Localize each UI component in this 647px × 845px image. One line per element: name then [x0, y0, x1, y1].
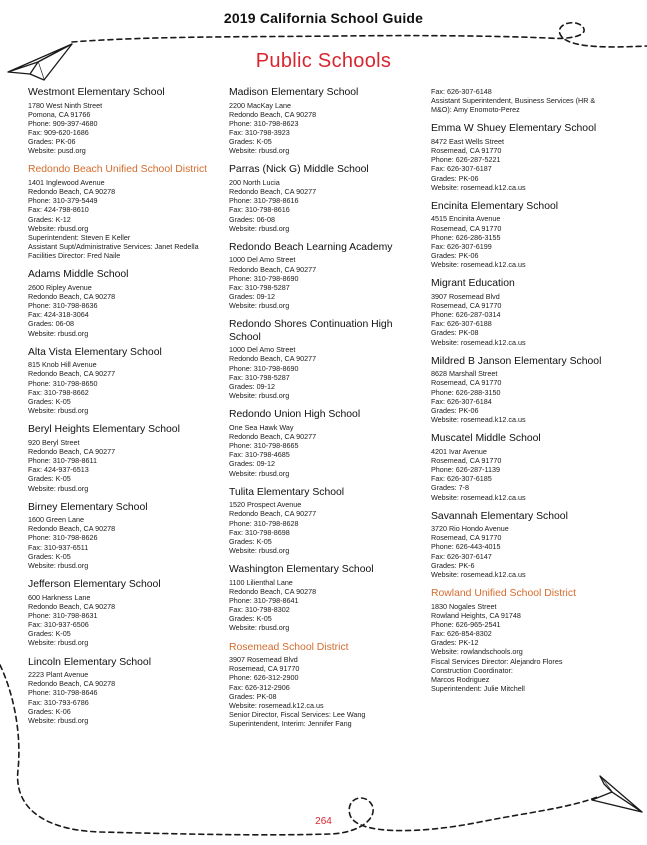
school-name: Encinita Elementary School: [431, 200, 559, 212]
entry-detail-line: Phone: 310-798-8616: [229, 196, 299, 206]
entry-detail-line: Phone: 310-798-8626: [28, 533, 98, 543]
entry-detail-line: Rosemead, CA 91770: [431, 223, 502, 233]
entry-detail-line: Website: rbusd.org: [229, 391, 290, 401]
entry-detail-line: Redondo Beach, CA 90277: [229, 431, 317, 441]
school-name: Redondo Union High School: [229, 409, 361, 421]
listing-column-1: [28, 87, 220, 734]
school-name: Lincoln Elementary School: [28, 656, 152, 668]
entry-detail-line: Phone: 626-443-4015: [431, 542, 501, 552]
entry-detail-line: 920 Beryl Street: [28, 437, 80, 447]
listing-column-3: [431, 87, 623, 702]
school-name: Madison Elementary School: [229, 87, 359, 98]
entry-detail-line: Grades: 09-12: [229, 381, 275, 391]
entry-detail-line: Rosemead, CA 91770: [431, 455, 502, 465]
entry-detail-line: Grades: 06-08: [28, 319, 74, 329]
entry-detail-line: 600 Harkness Lane: [28, 592, 91, 602]
entry-detail-line: Website: rosemead.k12.ca.us: [431, 569, 526, 579]
entry-detail-line: Phone: 310-798-8690: [229, 363, 299, 373]
school-entry: [229, 319, 421, 400]
entry-detail-line: Fax: 424-798-8610: [28, 205, 89, 215]
entry-detail-line: Rosemead, CA 91770: [431, 378, 502, 388]
school-entry: [28, 424, 220, 492]
entry-detail-line: Fax: 310-793-6786: [28, 697, 89, 707]
paper-plane-bottom-right-icon: [592, 776, 642, 812]
entry-detail-line: Grades: PK-06: [431, 251, 479, 261]
school-name: Parras (Nick G) Middle School: [229, 164, 369, 176]
entry-detail-line: Grades: K-05: [229, 536, 272, 546]
entry-detail-line: Fax: 626-307-6147: [431, 551, 492, 561]
entry-detail-line: Redondo Beach, CA 90278: [28, 524, 116, 534]
district-entry: [431, 588, 623, 693]
entry-detail-line: 8472 East Wells Street: [431, 136, 504, 146]
school-name: Mildred B Janson Elementary School: [431, 355, 602, 367]
entry-detail-line: Grades: PK-06: [28, 137, 76, 147]
entry-detail-line: Facilities Director: Fred Naile: [28, 251, 121, 261]
entry-detail-line: Marcos Rodriguez: [431, 674, 490, 684]
school-name: Beryl Heights Elementary School: [28, 424, 180, 436]
entry-detail-line: Assistant Superintendent, Business Services (HR &: [431, 96, 596, 106]
entry-detail-line: Grades: PK-06: [431, 405, 479, 415]
entry-detail-line: Fax: 424-318-3064: [28, 310, 89, 320]
school-entry: [431, 87, 623, 114]
entry-detail-line: 1830 Nogales Street: [431, 601, 497, 611]
school-name: Alta Vista Elementary School: [28, 346, 162, 358]
entry-detail-line: Construction Coordinator:: [431, 665, 513, 675]
entry-detail-line: Fax: 626-312-2906: [229, 682, 290, 692]
entry-detail-line: 4201 Ivar Avenue: [431, 446, 487, 456]
entry-detail-line: Phone: 310-798-8611: [28, 456, 98, 466]
entry-detail-line: Grades: K-05: [28, 629, 71, 639]
entry-detail-line: Website: rosemead.k12.ca.us: [229, 700, 324, 710]
school-name: Redondo Beach Learning Academy: [229, 241, 393, 253]
entry-detail-line: Website: rosemead.k12.ca.us: [431, 492, 526, 502]
entry-detail-line: Website: pusd.org: [28, 146, 86, 156]
school-entry: [431, 278, 623, 346]
entry-detail-line: Grades: 7-8: [431, 483, 469, 493]
page-number: 264: [315, 816, 332, 827]
entry-detail-line: Redondo Beach, CA 90278: [229, 109, 317, 119]
entry-detail-line: Phone: 310-798-8628: [229, 518, 299, 528]
school-entry: [229, 564, 421, 632]
entry-detail-line: Superintendent: Steven E Keller: [28, 232, 131, 242]
entry-detail-line: Redondo Beach, CA 90277: [229, 187, 317, 197]
entry-detail-line: Grades: PK-08: [431, 328, 479, 338]
entry-detail-line: Grades: K-06: [28, 706, 71, 716]
entry-detail-line: Redondo Beach, CA 90278: [28, 187, 116, 197]
entry-detail-line: 2200 MacKay Lane: [229, 100, 291, 110]
entry-detail-line: Grades: 09-12: [229, 459, 275, 469]
entry-detail-line: 3907 Rosemead Blvd: [431, 291, 500, 301]
entry-detail-line: Phone: 310-798-8641: [229, 595, 299, 605]
school-name: Muscatel Middle School: [431, 433, 541, 445]
entry-detail-line: Redondo Beach, CA 90277: [229, 264, 317, 274]
entry-detail-line: 1780 West Ninth Street: [28, 100, 103, 110]
entry-detail-line: Fax: 310-798-3923: [229, 127, 290, 137]
entry-detail-line: Redondo Beach, CA 90277: [229, 354, 317, 364]
school-name: Birney Elementary School: [28, 501, 148, 513]
entry-detail-line: Fax: 310-937-6506: [28, 620, 89, 630]
entry-detail-line: Phone: 310-798-8690: [229, 273, 299, 283]
entry-detail-line: Website: rosemead.k12.ca.us: [431, 260, 526, 270]
district-name: Rowland Unified School District: [431, 588, 576, 600]
school-entry: [431, 433, 623, 501]
entry-detail-line: Rosemead, CA 91770: [431, 533, 502, 543]
district-entry: [28, 164, 220, 260]
entry-detail-line: Website: rbusd.org: [28, 560, 89, 570]
entry-detail-line: Phone: 310-379-5449: [28, 196, 98, 206]
guide-title: 2019 California School Guide: [223, 10, 424, 26]
entry-detail-line: Website: rowlandschools.org: [431, 647, 523, 657]
entry-detail-line: Website: rosemead.k12.ca.us: [431, 337, 526, 347]
entry-detail-line: 1000 Del Amo Street: [229, 255, 296, 265]
entry-detail-line: Fax: 310-798-8698: [229, 527, 290, 537]
entry-detail-line: Website: rbusd.org: [28, 328, 89, 338]
entry-detail-line: M&O): Amy Enomoto-Perez: [431, 105, 520, 115]
entry-detail-line: Fiscal Services Director: Alejandro Flores: [431, 656, 563, 666]
district-entry: [229, 642, 421, 729]
entry-detail-line: Phone: 310-798-8623: [229, 118, 299, 128]
entry-detail-line: Pomona, CA 91766: [28, 109, 91, 119]
school-entry: [229, 87, 421, 155]
entry-detail-line: Phone: 626-312-2900: [229, 673, 299, 683]
school-name: Savannah Elementary School: [431, 510, 568, 522]
entry-detail-line: 2600 Ripley Avenue: [28, 282, 92, 292]
entry-detail-line: Fax: 626-307-6148: [431, 87, 492, 96]
entry-detail-line: Grades: 06-08: [229, 214, 275, 224]
entry-detail-line: 3907 Rosemead Blvd: [229, 655, 298, 665]
school-entry: [28, 502, 220, 570]
entry-detail-line: Grades: PK-12: [431, 638, 479, 648]
entry-detail-line: Rowland Heights, CA 91748: [431, 610, 521, 620]
entry-detail-line: Fax: 310-798-5287: [229, 372, 290, 382]
entry-detail-line: Phone: 909-397-4680: [28, 118, 98, 128]
entry-detail-line: Grades: K-05: [28, 551, 71, 561]
entry-detail-line: Redondo Beach, CA 90278: [229, 586, 317, 596]
entry-detail-line: Fax: 909-620-1686: [28, 127, 89, 137]
entry-detail-line: Grades: K-12: [28, 214, 71, 224]
top-dashed-path: [72, 23, 647, 47]
entry-detail-line: Website: rbusd.org: [229, 545, 290, 555]
entry-detail-line: Grades: K-05: [28, 474, 71, 484]
entry-detail-line: Redondo Beach, CA 90278: [28, 292, 116, 301]
entry-detail-line: Fax: 310-937-6511: [28, 542, 89, 552]
entry-detail-line: Fax: 310-798-8616: [229, 205, 290, 215]
entry-detail-line: Redondo Beach, CA 90277: [28, 446, 116, 456]
entry-detail-line: Fax: 310-798-5287: [229, 282, 290, 292]
entry-detail-line: Grades: K-05: [229, 137, 272, 147]
school-entry: [431, 123, 623, 191]
entry-detail-line: Phone: 626-287-0314: [431, 310, 501, 320]
entry-detail-line: 200 North Lucia: [229, 177, 280, 187]
entry-detail-line: Phone: 626-288-3150: [431, 387, 501, 397]
entry-detail-line: Website: rbusd.org: [28, 483, 89, 493]
entry-detail-line: 1520 Prospect Avenue: [229, 500, 302, 510]
school-entry: [229, 409, 421, 477]
entry-detail-line: Website: rbusd.org: [28, 223, 89, 233]
entry-detail-line: Phone: 310-798-8665: [229, 441, 299, 451]
entry-detail-line: Fax: 626-307-6184: [431, 396, 492, 406]
entry-detail-line: One Sea Hawk Way: [229, 422, 294, 432]
entry-detail-line: Phone: 626-286-3155: [431, 232, 501, 242]
entry-detail-line: Grades: 09-12: [229, 292, 275, 301]
entry-detail-line: Website: rbusd.org: [229, 623, 290, 633]
entry-detail-line: Grades: PK-6: [431, 560, 475, 570]
school-entry: [229, 487, 421, 555]
entry-detail-line: Phone: 310-798-8636: [28, 301, 98, 311]
school-entry: [28, 347, 220, 415]
entry-detail-line: Rosemead, CA 91770: [431, 146, 502, 156]
entry-detail-line: Website: rosemead.k12.ca.us: [431, 182, 526, 192]
entry-detail-line: Superintendent, Interim: Jennifer Fang: [229, 719, 352, 729]
entry-detail-line: 2223 Plant Avenue: [28, 670, 89, 680]
entry-detail-line: Grades: K-05: [28, 396, 71, 406]
entry-detail-line: Fax: 424-937-6513: [28, 465, 89, 475]
entry-detail-line: Assistant Supt/Administrative Services: Janet Redella: [28, 242, 199, 252]
entry-detail-line: Redondo Beach, CA 90277: [28, 369, 116, 379]
entry-detail-line: Fax: 626-854-8302: [431, 629, 492, 639]
entry-detail-line: Phone: 626-287-5221: [431, 155, 501, 165]
entry-detail-line: Fax: 626-307-6188: [431, 319, 492, 329]
entry-detail-line: Phone: 626-287-1139: [431, 465, 501, 475]
entry-detail-line: Rosemead, CA 91770: [431, 301, 502, 310]
entry-detail-line: Grades: PK-06: [431, 173, 479, 183]
entry-detail-line: Fax: 310-798-8662: [28, 387, 89, 397]
entry-detail-line: Phone: 310-798-8631: [28, 610, 98, 620]
school-entry: [431, 201, 623, 269]
school-entry: [28, 579, 220, 647]
entry-detail-line: Fax: 310-798-8302: [229, 605, 290, 615]
entry-detail-line: 1100 Lilienthal Lane: [229, 577, 293, 587]
entry-detail-line: Redondo Beach, CA 90278: [28, 679, 116, 689]
entry-detail-line: Rosemead, CA 91770: [229, 664, 300, 674]
entry-detail-line: 815 Knob Hill Avenue: [28, 360, 97, 370]
listing-column-2: [229, 87, 421, 737]
entry-detail-line: Website: rosemead.k12.ca.us: [431, 415, 526, 425]
entry-detail-line: 1000 Del Amo Street: [229, 345, 296, 355]
entry-detail-line: Website: rbusd.org: [229, 301, 290, 311]
entry-detail-line: Website: rbusd.org: [28, 638, 89, 648]
entry-detail-line: 4515 Encinita Avenue: [431, 214, 501, 224]
entry-detail-line: Grades: PK-08: [229, 691, 277, 701]
entry-detail-line: Website: rbusd.org: [28, 406, 89, 416]
entry-detail-line: 8628 Marshall Street: [431, 369, 498, 379]
school-name: Redondo Shores Continuation High School: [229, 319, 393, 343]
entry-detail-line: Fax: 626-307-6199: [431, 241, 492, 251]
school-name: Migrant Education: [431, 278, 515, 290]
school-entry: [431, 511, 623, 579]
school-name: Jefferson Elementary School: [28, 579, 161, 591]
school-name: Tulita Elementary School: [229, 486, 345, 498]
entry-detail-line: Website: rbusd.org: [229, 223, 290, 233]
entry-detail-line: 1401 Inglewood Avenue: [28, 177, 105, 187]
entry-detail-line: Grades: K-05: [229, 614, 272, 624]
school-name: Adams Middle School: [28, 269, 129, 281]
entry-detail-line: Redondo Beach, CA 90277: [229, 509, 317, 519]
entry-detail-line: 3720 Rio Hondo Avenue: [431, 524, 509, 534]
entry-detail-line: Fax: 626-307-6187: [431, 164, 492, 174]
entry-detail-line: Website: rbusd.org: [229, 468, 290, 478]
entry-detail-line: Senior Director, Fiscal Services: Lee Wang: [229, 710, 366, 719]
school-entry: [28, 269, 220, 337]
district-name: Redondo Beach Unified School District: [28, 164, 208, 176]
school-entry: [28, 657, 220, 725]
entry-detail-line: Website: rbusd.org: [28, 715, 89, 725]
district-name: Rosemead School District: [229, 641, 349, 653]
school-name: Emma W Shuey Elementary School: [431, 123, 597, 135]
school-name: Westmont Elementary School: [28, 87, 165, 98]
section-title: Public Schools: [255, 50, 392, 72]
entry-detail-line: Fax: 310-798-4685: [229, 450, 290, 460]
entry-detail-line: Phone: 310-798-8650: [28, 378, 98, 388]
entry-detail-line: Redondo Beach, CA 90278: [28, 601, 116, 611]
entry-detail-line: Phone: 310-798-8646: [28, 688, 98, 698]
school-name: Washington Elementary School: [229, 564, 374, 576]
entry-detail-line: Website: rbusd.org: [229, 146, 290, 156]
entry-detail-line: 1600 Green Lane: [28, 515, 84, 525]
school-entry: [28, 87, 220, 155]
school-entry: [229, 164, 421, 232]
school-entry: [431, 356, 623, 424]
entry-detail-line: Superintendent: Julie Mitchell: [431, 684, 525, 693]
school-entry: [229, 242, 421, 310]
entry-detail-line: Phone: 626-965-2541: [431, 619, 501, 629]
entry-detail-line: Fax: 626-307-6185: [431, 474, 492, 484]
